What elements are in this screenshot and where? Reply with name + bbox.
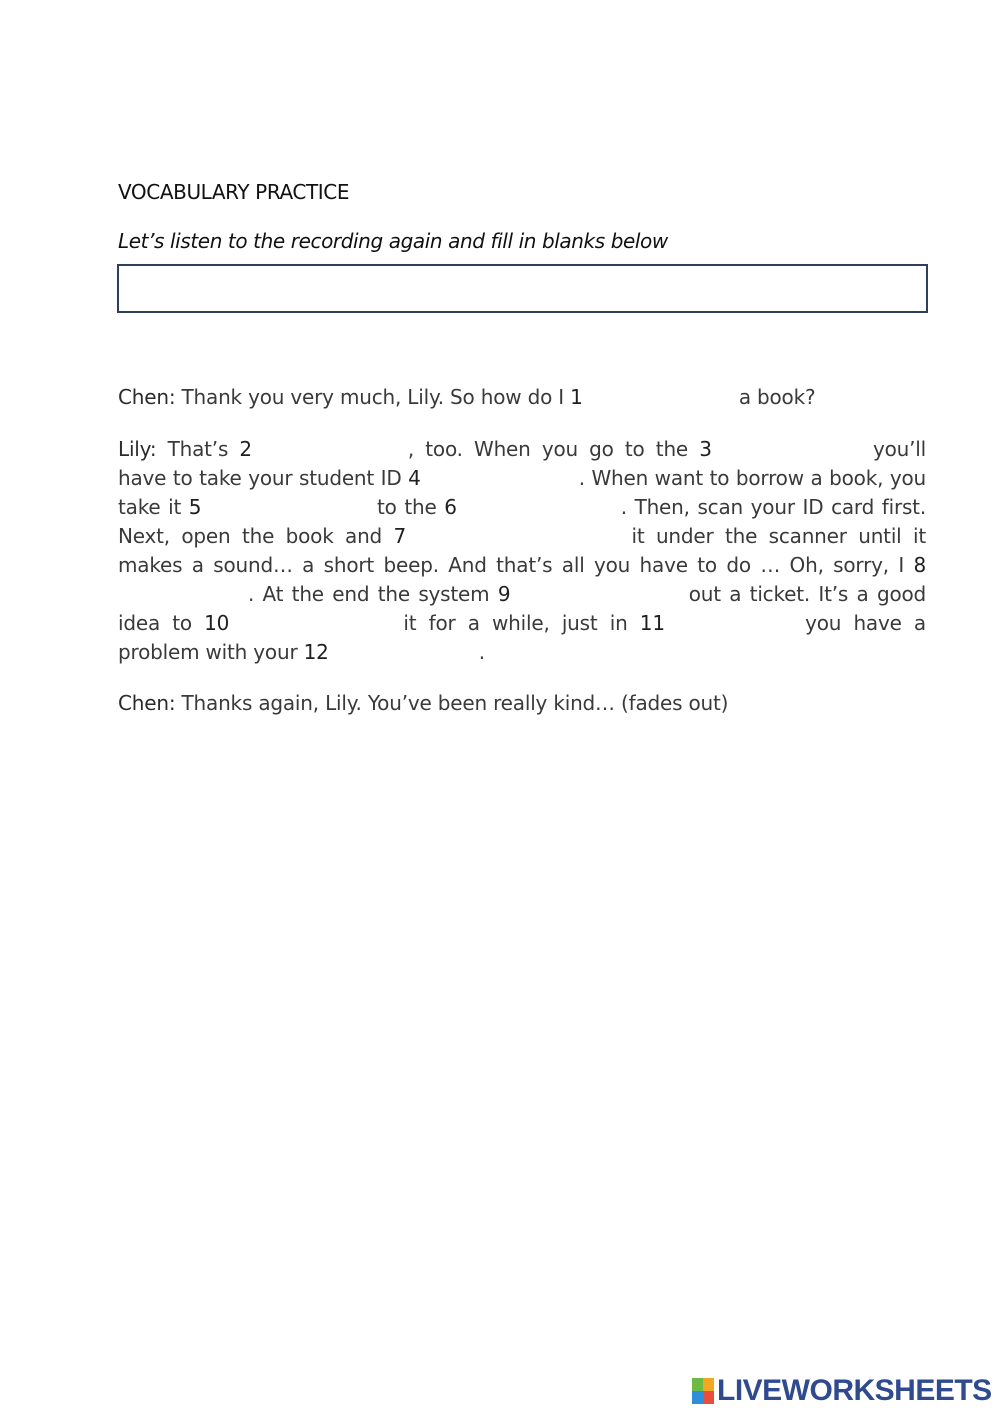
dialogue-line-chen-1 <box>118 383 926 412</box>
blank-4[interactable] <box>421 469 579 493</box>
dialogue-text: it under the scanner until it makes a sound… a short beep. And that’s all you have to do … Oh, sorry, I <box>118 524 926 577</box>
dialogue-text: a book? <box>732 385 816 409</box>
dialogue-text: . Then, scan your ID card first. Next, open the book and <box>118 495 926 548</box>
liveworksheets-logo <box>692 1374 992 1408</box>
blank-2[interactable] <box>252 440 408 464</box>
dialogue-text: . <box>478 640 485 664</box>
dialogue-line-chen-2 <box>118 689 926 718</box>
word-bank-box <box>117 264 928 313</box>
blank-9[interactable] <box>510 585 680 609</box>
blank-3[interactable] <box>712 440 862 464</box>
blank-number-9: 9 <box>497 582 511 606</box>
blank-number-8: 8 <box>913 553 926 577</box>
blank-number-7: 7 <box>393 524 407 548</box>
speaker-label: Lily: <box>118 437 157 461</box>
dialogue-text: Thanks again, Lily. You’ve been really kind… (fades out) <box>175 691 729 715</box>
blank-number-11: 11 <box>639 611 665 635</box>
speaker-label: Chen: <box>118 385 176 409</box>
dialogue-text: you’ll have to take your student ID <box>118 437 926 490</box>
dialogue-text: to the <box>369 495 445 519</box>
blank-11[interactable] <box>665 614 793 638</box>
heading: VOCABULARY PRACTICE <box>118 180 350 204</box>
blank-8[interactable] <box>118 585 248 609</box>
blank-number-6: 6 <box>444 495 457 519</box>
dialogue-text: you have a problem with your <box>118 611 926 664</box>
dialogue-text: out a ticket. It’s a good idea to <box>118 582 927 635</box>
blank-number-4: 4 <box>408 466 421 490</box>
dialogue-text: , too. When you go to the <box>407 437 700 461</box>
dialogue-text: . At the end the system <box>248 582 498 606</box>
blank-number-1: 1 <box>570 385 583 409</box>
logo-text: LIVEWORKSHEETS <box>717 1374 992 1407</box>
dialogue-text: Thank you very much, Lily. So how do I <box>175 385 571 409</box>
speaker-label: Chen: <box>118 691 176 715</box>
blank-number-12: 12 <box>303 640 329 664</box>
blank-7[interactable] <box>406 527 620 551</box>
dialogue-line-lily <box>118 435 926 667</box>
blank-5[interactable] <box>201 498 369 522</box>
blank-12[interactable] <box>329 643 479 667</box>
liveworksheets-logo-icon <box>692 1378 714 1404</box>
blank-number-10: 10 <box>204 611 230 635</box>
instruction: Let’s listen to the recording again and fill in blanks below <box>118 229 668 253</box>
dialogue-text: it for a while, just in <box>391 611 640 635</box>
blank-number-2: 2 <box>239 437 252 461</box>
blank-1[interactable] <box>583 388 733 412</box>
dialogue-text: . When want to borrow a book, you take it <box>118 466 926 519</box>
dialogue-text: That’s <box>156 437 240 461</box>
blank-10[interactable] <box>229 614 391 638</box>
blank-number-3: 3 <box>699 437 712 461</box>
blank-6[interactable] <box>457 498 621 522</box>
blank-number-5: 5 <box>188 495 202 519</box>
